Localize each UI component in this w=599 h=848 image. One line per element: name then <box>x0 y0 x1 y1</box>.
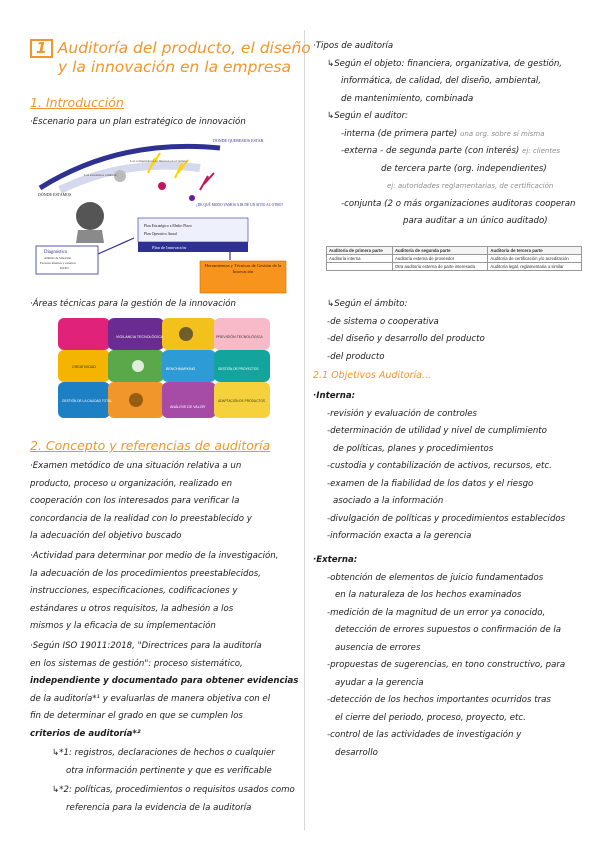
tipos-auditoria: ·Tipos de auditoría ↳Según el objeto: financiera, organizativa, de gestión, informática, de calidad, del diseño, ambiental, de mantenimiento, combinada ↳Según el auditor: -interna (de primera parte) una org. sobre sí misma -externa - de segunda parte (con interés) ej: clientes de tercera parte (org. independientes) ej: autoridades reglamentarias, de certificación -conjunta (2 o más organizaciones auditoras cooperan para auditar a un único auditado) <box>313 38 585 231</box>
puzzle-figure-icon <box>179 327 193 341</box>
paragraph-iso: ·Según ISO 19011:2018, "Directrices para la auditoría en los sistemas de gestión": proceso sistemático, independiente y documentado para obtener evidencias de la auditoría*¹ y evaluarlas de manera objetiva con el fin de determinar el grado en que se cumplen los criterios de auditoría*² <box>30 641 299 739</box>
page-title <box>30 38 311 58</box>
areas-bullet: ·Áreas técnicas para la gestión de la innovación <box>30 299 236 309</box>
footnote-1: ↳*1: registros, declaraciones de hechos o cualquier otra información pertinente y que es verificable <box>52 748 275 776</box>
puzzle-label-adaptacion: ADAPTACIÓN DE PRODUCTOS <box>218 399 265 403</box>
puzzle-piece-valor <box>162 382 216 418</box>
puzzle-piece-pink <box>214 318 270 350</box>
puzzle-piece-vigilancia <box>58 318 110 350</box>
escenarios-label: Los escenarios cambian <box>84 173 117 177</box>
page-title-line-2: y la innovación en la empresa <box>58 58 291 76</box>
plan-innovacion-label: Plan de Innovación <box>152 245 186 250</box>
herramientas-label: Herramientas y Técnicas de Gestión de la Innovación <box>204 263 282 274</box>
plan-estrategico-label: Plan Estratégico a Medio Plazo <box>144 224 192 228</box>
objetivos-externa: ·Externa: -obtención de elementos de juicio fundamentados en la naturaleza de los hechos examinados -medición de la magnitud de un error ya conocido, detección de errores supuestos o confirmación de la ausencia de errores -propuestas de sugerencias, en tono constructivo, para ayudar a la gerencia -detección de los hechos importantes ocurridos tras el cierre del periodo, proceso, proyecto, etc. -control de las actividades de investigación y desarrollo <box>313 555 566 758</box>
puzzle-label-valor: ANÁLISIS DE VALOR <box>170 405 206 409</box>
de-que-modo-label: ¿DE QUÉ MODO VAMOS A IR DE UN SITIO AL OTRO? <box>196 203 283 207</box>
puzzle-label-proyectos: GESTIÓN DE PROYECTOS <box>218 367 259 371</box>
puzzle-piece-prevision <box>108 318 164 350</box>
lightning-icon <box>200 173 214 190</box>
puzzle-label-calidad: GESTIÓN DE LA CALIDAD TOTAL <box>62 399 112 403</box>
segun-ambito: ↳Según el ámbito: -de sistema o cooperativa -del diseño y desarrollo del producto -del producto <box>327 299 485 362</box>
footnote-2: ↳*2: políticas, procedimientos o requisitos usados como referencia para la evidencia de la auditoría <box>52 785 295 813</box>
paragraph-examen: ·Examen metódico de una situación relativa a un producto, proceso u organización, realizado en cooperación con los interesados para verificar la concordancia de la realidad con lo preestablecido y la adecuación del objetivo buscado <box>30 461 252 541</box>
diagnostico-line-1: Análisis de Situación <box>44 256 72 260</box>
objetivos-heading: 2.1 Objetivos Auditoría... <box>313 370 432 381</box>
donde-queremos-label: DONDE QUEREMOS ESTAR <box>213 138 264 143</box>
table-row: Otra auditoría externa de parte interesada Auditoría legal, reglamentaria o similar <box>327 263 582 271</box>
diagnostico-line-2: Factores internos y externos <box>40 261 76 265</box>
innovation-areas-puzzle <box>58 318 270 418</box>
section-heading-introduccion: 1. Introducción <box>30 95 124 110</box>
strategic-diagram-svg <box>30 128 292 303</box>
table-header-row: Auditoría de primera parte Auditoría de segunda parte Auditoría de tercera parte <box>327 247 582 255</box>
puzzle-piece-proyectos <box>214 350 270 382</box>
table-row: Auditoría interna Auditoría externa de proveedor Auditoría de certificación y/o acreditación <box>327 255 582 263</box>
tipos-heading: ·Tipos de auditoría <box>313 41 394 51</box>
title-number: 1 <box>30 39 53 58</box>
escenario-bullet: ·Escenario para un plan estratégico de innovación <box>30 117 246 127</box>
donde-estamos-label: DÓNDE ESTAMOS <box>38 192 72 197</box>
paragraph-actividad: ·Actividad para determinar por medio de la investigación, la adecuación de los procedimientos preestablecidos, instrucciones, especificaciones, codificaciones y estándares u otros requisitos, la adhesión a los mismos y la eficacia de su implementación <box>30 551 279 631</box>
section-heading-concepto: 2. Concepto y referencias de auditoría <box>30 438 271 453</box>
strategic-plan-diagram <box>30 128 292 303</box>
puzzle-label-vigilancia: VIGILANCIA TECNOLÓGICA <box>116 335 164 339</box>
puzzle-piece-benchmarking <box>162 350 216 382</box>
puzzle-label-prevision: PREVISIÓN TECNOLÓGICA <box>216 335 263 339</box>
plan-operativo-label: Plan Operativo Anual <box>144 232 177 236</box>
diagnostico-title: Diagnóstico <box>44 250 68 255</box>
title-line-1: Auditoría del producto, el diseño <box>57 39 311 57</box>
column-divider <box>304 30 305 830</box>
puzzle-label-creatividad: CREATIVIDAD <box>72 365 96 369</box>
burst-icon <box>189 195 195 201</box>
plans-box <box>138 218 248 242</box>
puzzle-label-benchmarking: BENCHMARKING <box>166 367 196 371</box>
diagnostico-line-3: DAFO <box>60 266 69 270</box>
auditoria-table <box>326 246 582 271</box>
thinking-person-icon <box>76 202 104 230</box>
burst-icon <box>158 182 166 190</box>
competidores-label: Los competidores se mueven en el tiempo <box>130 159 188 163</box>
puzzle-figure-icon <box>132 360 144 372</box>
puzzle-figure-icon <box>129 393 143 407</box>
objetivos-interna: ·Interna: -revisión y evaluación de controles -determinación de utilidad y nivel de cumplimiento de políticas, planes y procedimientos -custodia y contabilización de activos, recursos, etc. -examen de la fiabilidad de los datos y el riesgo asociado a la información -divulgación de políticas y procedimientos establecidos -información exacta a la gerencia <box>313 391 566 541</box>
person-body-icon <box>76 230 104 243</box>
